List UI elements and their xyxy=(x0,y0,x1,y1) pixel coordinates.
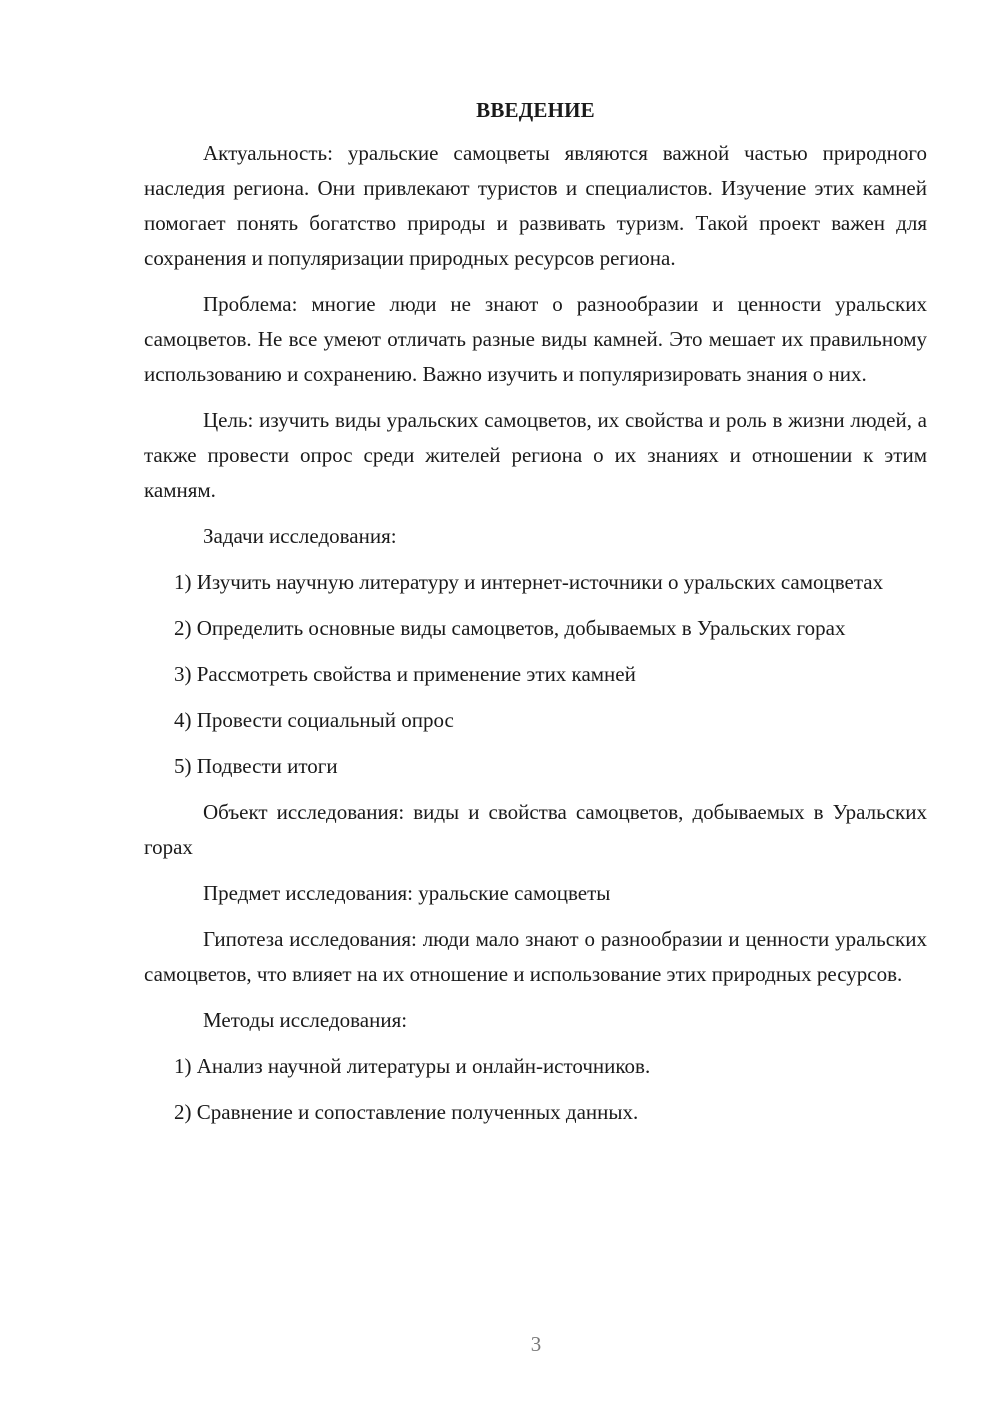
method-item: 1) Анализ научной литературы и онлайн-источников. xyxy=(174,1054,651,1078)
task-item: 1) Изучить научную литературу и интернет-источники о уральских самоцветах xyxy=(174,570,884,594)
page-content xyxy=(144,94,927,1141)
task-item: 3) Рассмотреть свойства и применение этих камней xyxy=(174,662,636,686)
section-heading: ВВЕДЕНИЕ xyxy=(476,98,595,122)
method-item: 2) Сравнение и сопоставление полученных данных. xyxy=(174,1100,639,1124)
tasks-title: Задачи исследования: xyxy=(203,524,397,548)
methods-title: Методы исследования: xyxy=(203,1008,408,1032)
task-item: 4) Провести социальный опрос xyxy=(174,708,454,732)
task-item: 2) Определить основные виды самоцветов, добываемых в Уральских горах xyxy=(174,616,846,640)
paragraph-hypothesis: Гипотеза исследования: люди мало знают о разнообразии и ценности уральских самоцветов, что влияет на их отношение и использование этих природных ресурсов. xyxy=(144,927,927,986)
paragraph-relevance: Актуальность: уральские самоцветы являются важной частью природного наследия региона. Они привлекают туристов и специалистов. Изучение этих камней помогает понять богатство природы и развивать туризм. Такой проект важен для сохранения и популяризации природных ресурсов региона. xyxy=(144,141,927,270)
task-item: 5) Подвести итоги xyxy=(174,754,338,778)
paragraph-object: Объект исследования: виды и свойства самоцветов, добываемых в Уральских горах xyxy=(144,800,927,859)
page-number: 3 xyxy=(530,1332,542,1356)
paragraph-subject: Предмет исследования: уральские самоцветы xyxy=(203,881,611,905)
paragraph-problem: Проблема: многие люди не знают о разнообразии и ценности уральских самоцветов. Не все умеют отличать разные виды камней. Это мешает их правильному использованию и сохранению. Важно изучить и популяризировать знания о них. xyxy=(144,292,927,386)
paragraph-goal: Цель: изучить виды уральских самоцветов, их свойства и роль в жизни людей, а также провести опрос среди жителей региона о их знаниях и отношении к этим камням. xyxy=(144,408,927,502)
